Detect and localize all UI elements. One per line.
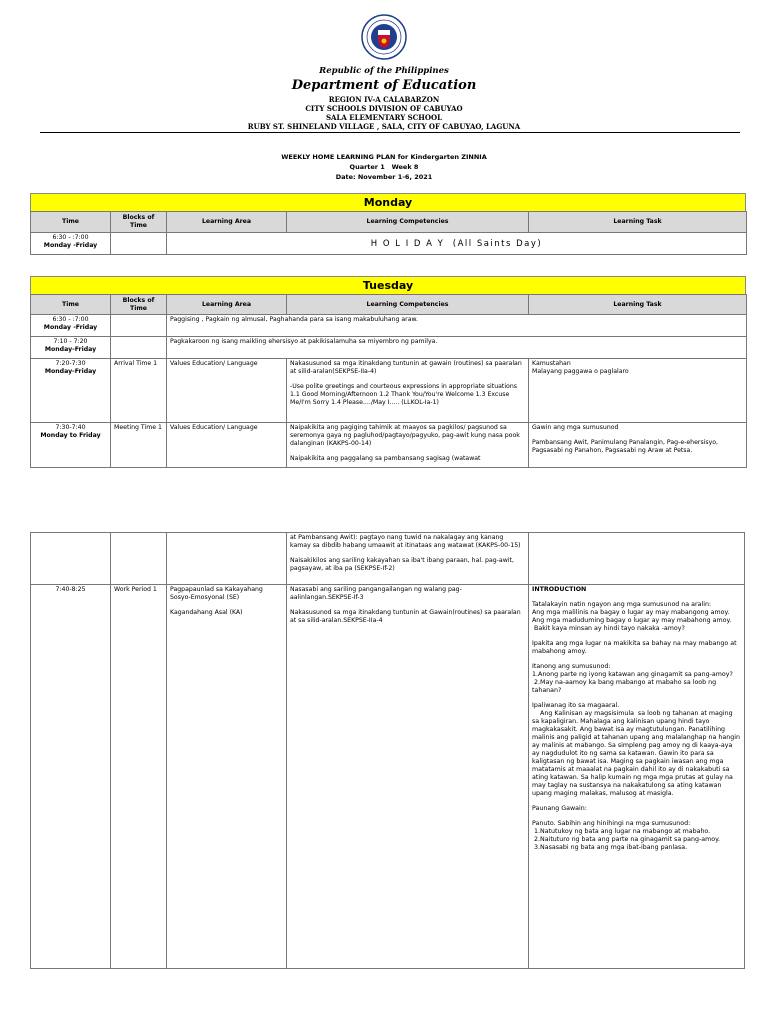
- task-text: Pambansang Awit, Panimulang Panalangin, Pag-e-ehersisyo, Pagsasabi ng Panahon, Pagsasabi ng Araw at Petsa.: [532, 439, 719, 454]
- row-area: Values Education/ Language: [167, 359, 287, 423]
- school-line: SALA ELEMENTARY SCHOOL: [325, 113, 442, 122]
- task-text: 1.Anong parte ng iyong katawan ang ginagamit sa pang-amoy?: [532, 671, 733, 678]
- competency-text: Nasasabi ang sariling pangangailangan ng walang pag-aalinlangan.SEKPSE-If-3: [290, 586, 462, 601]
- competency-text: Nakasusunod sa mga itinakdang tuntunin at Gawain(routines) sa paaralan at sa silid-aralan.SEKPSE-IIa-4: [290, 609, 521, 624]
- row-task: [529, 585, 745, 969]
- table-row-time: [31, 337, 111, 359]
- address-line: RUBY ST. SHINELAND VILLAGE , SALA, CITY OF CABUYAO, LAGUNA: [247, 122, 521, 131]
- task-text: Ang mga malilinis na bagay o lugar ay may mabangong amoy. Ang mga maduduming bagay o lugar ay may mabahong amoy.: [532, 609, 732, 624]
- col-competencies: Learning Competencies: [287, 295, 529, 315]
- deped-seal-icon: [361, 14, 407, 60]
- task-text: 2.May na-aamoy ka bang mabango at mabaho sa loob ng tahanan?: [532, 679, 719, 694]
- col-area: Learning Area: [167, 295, 287, 315]
- department-title: Department of Education: [291, 78, 477, 93]
- task-text: 1.Natutukoy ng bata ang lugar na mabango at mabaho.: [532, 828, 711, 835]
- task-text: 3.Nasasabi ng bata ang mga ibat-ibang panlasa.: [532, 844, 688, 851]
- competency-text: Nakasusunod sa mga itinakdang tuntunin at gawain (routines) sa paaralan at silid-aralan(SEKPSE-IIa-4): [290, 360, 522, 375]
- monday-days: Monday -Friday: [43, 242, 98, 249]
- row-blocks: [111, 533, 167, 585]
- col-blocks: Blocks of Time: [111, 295, 167, 315]
- task-text: Kamustahan: [532, 360, 571, 367]
- row-task: [529, 423, 747, 468]
- row-time: 7:10 - 7:20: [53, 338, 88, 345]
- holiday-label: H O L I D A Y (All Saints Day): [167, 233, 747, 255]
- competency-text: at Pambansang Awit): pagtayo nang tuwid na nakalagay ang kanang kamay sa dibdib habang umaawit at itinataas ang watawat (KAKPS-00-15): [290, 534, 521, 549]
- plan-date: Date: November 1-6, 2021: [335, 173, 433, 181]
- task-text: Gawin ang mga sumusunod: [532, 424, 619, 431]
- row-days: Monday-Friday: [44, 346, 97, 353]
- area-text: Pagpapaunlad sa Kakayahang Sosyo-Emosyonal (SE): [170, 586, 263, 601]
- task-text: Malayang paggawa o paglalaro: [532, 368, 629, 375]
- row-time: 7:30-7:40: [55, 424, 86, 431]
- row-days: Monday-Friday: [44, 368, 97, 375]
- task-text: Bakit kaya minsan ay hindi tayo nakaka -amoy?: [532, 625, 685, 632]
- row-blocks: Arrival Time 1: [111, 359, 167, 423]
- monday-table: [30, 211, 747, 255]
- task-text: 2.Naituturo ng bata ang parte na ginagamit sa pang-amoy.: [532, 836, 720, 843]
- monday-time-cell: [31, 233, 111, 255]
- row-blocks: Meeting Time 1: [111, 423, 167, 468]
- competency-text: -Use polite greetings and courteous expressions in appropriate situations 1.1 Good Morning/Afternoon 1.2 Thank You/You're Welcome 1.3 Excuse Me/I'm Sorry 1.4 Please..../May I..... (LLKOL-Ia-1): [290, 383, 517, 406]
- row-area: Values Education/ Language: [167, 423, 287, 468]
- row-days: Monday to Friday: [40, 432, 101, 439]
- task-text: Ipakita ang mga lugar na makikita sa bahay na may mabango at mabahong amoy.: [532, 640, 737, 655]
- table-row-time: [31, 423, 111, 468]
- row-competencies: [287, 585, 529, 969]
- col-time: Time: [31, 295, 111, 315]
- division-line: CITY SCHOOLS DIVISION OF CABUYAO: [305, 104, 463, 113]
- task-text: Itanong ang sumusunod:: [532, 663, 611, 670]
- col-task: Learning Task: [529, 295, 747, 315]
- row-time: 6:30 - :7:00: [52, 316, 89, 323]
- col-blocks: Blocks of Time: [111, 212, 167, 233]
- task-text: Ang Kalinisan ay magsisimula sa loob ng tahanan at maging sa kapaligiran. Mahalaga ang kalinisan upang hindi tayo magkakasakit. Ang bawat isa ay magtutulungan. Panatilihing malinis ang paligid at tahanan upang ang malalanghap na hangin ay malinis at mabango. Sa simpleng pag amoy ng di kaaya-aya ay nagdudulot ito ng sama sa katawan. Gawin ito para sa kaligtasan ng bawat isa. Maging sa pagkain iwasan ang mga matatamis at maaalat na pagkain dahil ito ay di nakakabuti sa ating katawan. Sa halip kumain ng mga mga prutas at gulay na may taglay na sustansya na nakakatulong sa ating katawan upang maging malakas, malusog at masigla.: [532, 710, 742, 797]
- task-heading: INTRODUCTION: [532, 586, 587, 593]
- row-area: [167, 533, 287, 585]
- row-blocks: Work Period 1: [111, 585, 167, 969]
- col-competencies: Learning Competencies: [287, 212, 529, 233]
- monday-day-bar: Monday: [30, 193, 746, 212]
- monday-time: 6:30 - :7:00: [52, 234, 89, 241]
- table-row-time: [31, 315, 111, 337]
- task-text: Panuto. Sabihin ang hinihingi na mga sumusunod:: [532, 820, 691, 827]
- table-row-time: [31, 359, 111, 423]
- task-text: Paunang Gawain:: [532, 805, 587, 812]
- col-task: Learning Task: [529, 212, 747, 233]
- tuesday-table: [30, 294, 747, 468]
- plan-quarter: Quarter 1 Week 8: [349, 163, 419, 171]
- monday-blocks-cell: [111, 233, 167, 255]
- competency-text: Naipakikita ang paggalang sa pambansang sagisag (watawat: [290, 455, 481, 462]
- row-task: [529, 359, 747, 423]
- row-time: 7:20-7:30: [55, 360, 86, 367]
- row-days: Monday -Friday: [43, 324, 98, 331]
- region-line: REGION IV-A CALABARZON: [328, 95, 440, 104]
- competency-text: Naipakikita ang pagiging tahimik at maayos sa pagkilos/ pagsunod sa seremonya gaya ng pagluhod/pagtayo/pagyuko, pag-awit kung nasa pook dalanginan (KAKPS-00-14): [290, 424, 520, 447]
- header-divider: [40, 132, 740, 133]
- col-area: Learning Area: [167, 212, 287, 233]
- area-text: Kagandahang Asal (KA): [170, 609, 243, 616]
- row-blocks: [111, 315, 167, 337]
- task-text: Tatalakayin natin ngayon ang mga sumusunod na aralin:: [532, 601, 712, 608]
- row-time: [31, 533, 111, 585]
- row-blocks: [111, 337, 167, 359]
- republic-title: Republic of the Philippines: [319, 66, 449, 76]
- competency-text: Naisakikilos ang sariling kakayahan sa iba't ibang paraan, hal. pag-awit, pagsayaw, at iba pa (SEKPSE-If-2): [290, 557, 514, 572]
- row-competencies: [287, 533, 529, 585]
- row-activity: Paggising , Pagkain ng almusal, Paghahanda para sa isang makabuluhang araw.: [167, 315, 747, 337]
- row-activity: Pagkakaroon ng isang maikling ehersisyo at pakikisalamuha sa miyembro ng pamilya.: [167, 337, 747, 359]
- row-task: [529, 533, 745, 585]
- plan-title: WEEKLY HOME LEARNING PLAN for Kindergarten ZINNIA: [281, 153, 487, 161]
- row-competencies: [287, 423, 529, 468]
- tuesday-day-bar: Tuesday: [30, 276, 746, 295]
- col-time: Time: [31, 212, 111, 233]
- row-area: [167, 585, 287, 969]
- row-time: 7:40-8:25: [31, 585, 111, 969]
- row-competencies: [287, 359, 529, 423]
- continuation-table: [30, 532, 745, 969]
- task-text: Ipaliwanag ito sa magaaral.: [532, 702, 620, 709]
